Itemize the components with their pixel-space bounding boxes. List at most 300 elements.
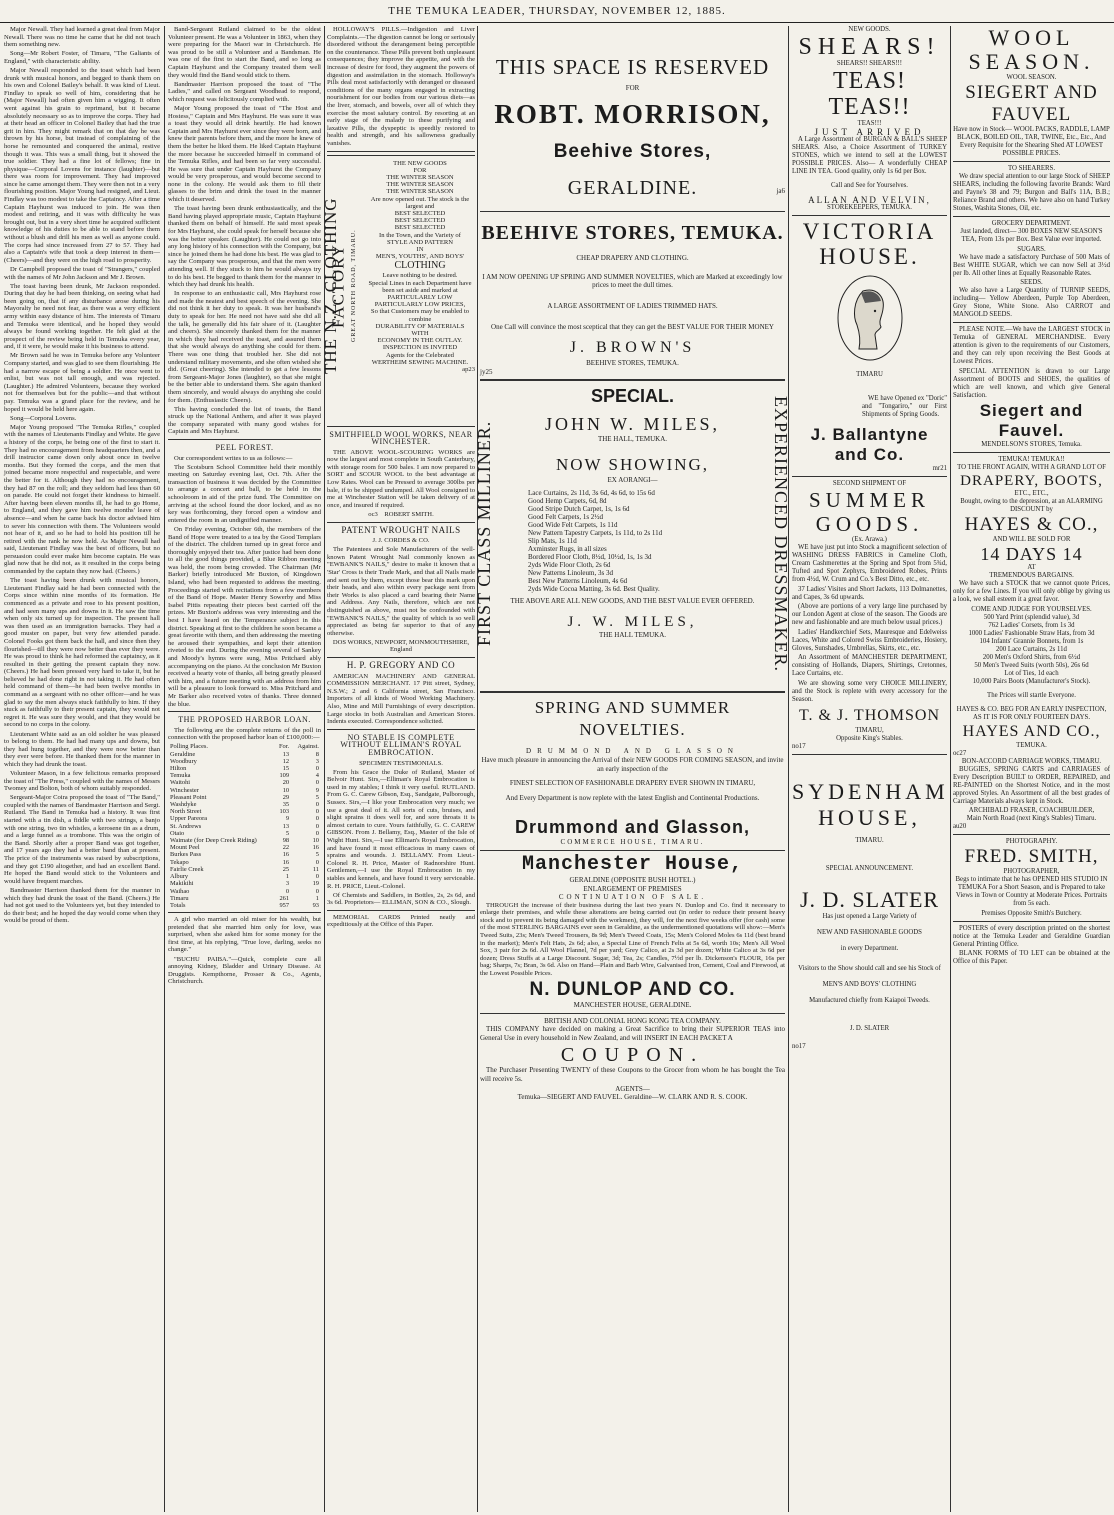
- miles-item: Lace Curtains, 2s 11d, 3s 6d, 4s 6d, to 15s 6d: [528, 488, 655, 497]
- slater-text: Manufactured chiefly from Kaiapoi Tweeds.: [809, 997, 930, 1004]
- article-paragraph: The following are the complete returns of the poll in connection with the proposed harbor loan of £100,000:—: [168, 726, 321, 742]
- posters-text: POSTERS of every description printed on the shortest notice at the Temuka Leader and Geraldine Guardian General Printing Office.: [953, 924, 1110, 948]
- nz-line: STYLE AND PATTERN: [386, 238, 454, 246]
- poll-row: [168, 895, 321, 902]
- miles-item: New Patterns Linoleum, 3s 3d: [528, 568, 613, 577]
- geraldine-title: GERALDINE.: [567, 176, 698, 199]
- divider: [792, 754, 947, 755]
- nz-clothing-vertical-title: THE N.Z. CLOTHING FACTORY: [321, 197, 348, 374]
- nz-line: So that Customers may be enabled to combine: [370, 308, 470, 323]
- divider: [953, 322, 1110, 323]
- poll-for: 103: [279, 808, 290, 816]
- nz-line: INSPECTION IS INVITED: [382, 344, 458, 352]
- boots-text: SPECIAL ATTENTION is drawn to our Large Assortment of BOOTS and SHOES, the qualities of which are well known, and which give General Satisfaction.: [953, 367, 1110, 399]
- reserved-for: FOR: [625, 84, 640, 92]
- vh-timaru: TIMARU: [856, 371, 883, 378]
- divider: [327, 729, 475, 730]
- poll-against: 9: [315, 786, 319, 794]
- spring-title: SPRING AND SUMMER NOVELTIES.: [534, 698, 731, 740]
- dg-name: Drummond and Glasson,: [514, 817, 751, 838]
- tremendous-line: TREMENDOUS BARGAINS.: [989, 572, 1074, 579]
- poll-for: 3: [285, 880, 290, 888]
- nz-line: THE WINTER SEASON: [386, 188, 454, 196]
- dg-line: DRUMMOND AND GLASSON: [526, 747, 739, 756]
- article-paragraph: The toast having been drunk with musical honors, Lieutenant Findlay said he had been connected with the Corps since within nine months of its formation. He commenced as a private and rose to his present position, and had seen many ups and downs in it. He saw the time when only six turned up for inspection. The present hall was then used as an immigration barracks. They had a good muster on paper, but very few attended parade. Colonel Fooks got them back the hall, and since then they flourished—till they were now better than ever they were. He was proud to think he had reformed the captaincy, as it resulted in their getting the present captain they now. (Cheers.) He had been pressed very hard to take it, but he believed he had done right in not taking it. He had often held command of them—he had been twelve months in command as a sergeant with no other officer—and he was glad to say the men always stuck faithfully to him. If they stuck as faithfully to their present captain, they would not regret it. He was sure they would, and that they would be second to no corps in the colony.: [4, 577, 160, 729]
- sg-text: WE have just put into Stock a magnificent selection of WASHING DRESS FABRICS in Cameline Cloth, Cream Cashmerettes at the Spring and Spot from 5¾d, Tufted and Spot Zephyrs, Embroidered Robes, Prints from 4½d, W. Crum and Co.'s Best Ditto, etc., etc.: [792, 544, 947, 583]
- nz-line: FOR: [413, 166, 427, 174]
- article-paragraph: "BUCHU PAIBA."—Quick, complete cure all annoying Kidney, Bladder and Urinary Disease. At Druggists. Kempthorne, Prosser & Co., Agents, Christchurch.: [168, 955, 321, 986]
- divider: [480, 850, 785, 851]
- spacer: [480, 26, 785, 56]
- poll-row: [168, 823, 321, 830]
- poll-for: 109: [279, 772, 290, 780]
- vertical-dressmaker: EXPERIENCED DRESSMAKER.: [771, 395, 791, 672]
- poll-place: Pleasant Point: [170, 793, 207, 801]
- poll-for: 13: [282, 822, 290, 830]
- stock-text: We have such a STOCK that we cannot quote Prices, only for a few Lines. If you will only oblige by giving us a look, we shall esteem it a great favor.: [953, 580, 1110, 603]
- ad-code: ja6: [776, 186, 785, 195]
- section-heading: THE PROPOSED HARBOR LOAN.: [178, 715, 311, 725]
- nz-line: MEN'S, YOUTHS', AND BOYS': [375, 253, 465, 261]
- poll-for: 5: [285, 829, 290, 837]
- sydenham-title: SYDENHAM HOUSE,: [792, 779, 949, 830]
- article-paragraph: In response to an enthusiastic call, Mrs Hayhurst rose and made the neatest and best speech of the evening. She did not think it her duty to speak. It was her husband's duty to speak for her. He need not have said she did all the talk, he generally did his fair share of it. (Laughter and cheers). She sincerely thanked them for the manner in which they had received the toast, and assured them that she would always do anything she could for them. There was one thing that troubled her. She did not understand military movements, and she often wished she did. (Great cheering). She intended to get a few lessons from Sergeant-Major Jones (laughter), so that she might be the better able to understand them. She again thanked them sincerely, and would always do anything she could for them. (Enthusiastic Cheers).: [168, 290, 321, 404]
- etc-line: ETC., ETC.,: [1014, 490, 1049, 497]
- poll-row: [168, 808, 321, 815]
- sf2-title: Siegert and Fauvel.: [979, 401, 1084, 440]
- divider: [480, 211, 785, 212]
- slater-text: Has just opened a Large Variety of: [822, 913, 917, 920]
- slater-text: in every Department.: [840, 945, 899, 952]
- column-6: [953, 26, 1110, 1510]
- divider: [168, 439, 321, 440]
- article-paragraph: Song—Mr Robert Foster, of Timaru, "The Galiants of England," with characteristic ability.: [4, 50, 160, 65]
- just-text: A Large Assortment of BURGAN & BALL'S SHEEP SHEARS. Also, a Choice Assortment of TURKEY STONES, which we intend to sell at the LOWEST POSSIBLE PRICES. Also— A wonderfully CHEAP LINE IN TEA. Good quality, only 1s 6d per Box.: [792, 136, 947, 175]
- sg-text: We are showing some very CHOICE MILLINERY, and the Stock is replete with every accessory for the Season.: [792, 679, 947, 703]
- ad-code: oc27: [953, 749, 967, 757]
- poll-place: Winchester: [170, 786, 199, 794]
- dunlop-sub: MANCHESTER HOUSE, GERALDINE.: [573, 1001, 692, 1010]
- carriage-heading: BON-ACCORD CARRIAGE WORKS, TIMARU.: [961, 757, 1102, 765]
- hayes-item: Lot of Ties, 1d each: [1004, 669, 1059, 677]
- poll-total-against: 93: [312, 901, 319, 909]
- article-paragraph: Band-Sergeant Rutland claimed to be the oldest Volunteer present. He was a Volunteer in 1863, when they were preparing for the Maori war in Christchurch. He was proud to be still a Volunteer and a Bandsman. He was one of the first to start the Band, and so long as Captain Hayhurst and the Company treated them well they would find the Band would stick to them.: [168, 26, 321, 79]
- hayes-items: [953, 614, 1110, 686]
- hayes-item: 500 Yard Print (splendid value), 3d: [983, 613, 1080, 621]
- poll-place: Albury: [170, 873, 189, 881]
- nz-clothing-address: GREAT NORTH ROAD, TIMARU.: [351, 229, 357, 342]
- poll-against: 5: [315, 851, 319, 859]
- miles-sign: J. W. MILES,: [567, 614, 698, 631]
- coupon-title: COUPON.: [560, 1044, 705, 1066]
- article-paragraph: On Friday evening, October 6th, the members of the Band of Hope were treated to a tea by the Good Templars of the district. The children turned up in great force and thoroughly enjoyed their tea. After justice had been done to all the good things provided, a Blue Ribbon meeting was held, the room being crowded. The Chairman (Mr Barker) briefly introduced Mr Buxton, of Kingdown Island, who had been requested to address the meeting. Proceedings started with recitations from a few members of the Band of Hope. Master Henry Sowerby and Miss Isabel Pittis repeating their pieces best carried off the prizes. Mr Buxton's address was very interesting and the best I have heard on the Temperance subject in this district. Speaking at first to the children he soon became a great favorite with them, and then addressing the meeting he aroused their sympathies, and kept their attention riveted to the end. During the evening several of Sankey and Moody's hymns were sung, Miss Pritchard ably accompanying on the piano. At the conclusion Mr Buxton received a hearty vote of thanks, all being greatly pleased with him, and a future meeting with an address from him will be a pleasure to look forward to. Miss Pritchard and Mr Barker also received votes of thanks. Three donned the blue.: [168, 525, 321, 708]
- poll-header-row: [168, 743, 321, 750]
- poll-place: Tekapo: [170, 858, 189, 866]
- nz-clothing-body: [365, 160, 475, 374]
- poll-for: 0: [285, 887, 290, 895]
- miles-item: New Pattern Tapestry Carpets, 1s 11d, to 2s 11d: [528, 528, 663, 537]
- fraser-line: ARCHIBALD FRASER, COACHBUILDER,: [968, 807, 1095, 814]
- smithfield-heading: SMITHFIELD WOOL WORKS, NEAR WINCHESTER.: [329, 429, 473, 447]
- poll-against: 0: [315, 808, 319, 816]
- sf-title: SIEGERT AND FAUVEL: [965, 82, 1098, 125]
- ad-code: oc3: [368, 510, 378, 518]
- poll-place: Waihao: [170, 887, 190, 895]
- article-paragraph: Bandmaster Harrison proposed the toast of "The Ladies," and called on Sergeant Woodhead to respond, which request was felicitously complied with.: [168, 80, 321, 103]
- nails-ad: The Patentees and Sole Manufacturers of the well-known Patent Wrought Nail commonly known as "EWBANK'S NAILS," desire to make it known that a 'Star' Cross is their Trade Mark, and that all Nails made and sent out by them, except those bear this mark upon their heads, and also within every package sent from their Works is also placed a card bearing their Name and Address. Any Nails, therefore, which are not distinguished as above, must not be confounded with "EWBANK'S NAILS," the quality of which is so well appreciated as being far superior to that of any otherwise.: [327, 546, 475, 637]
- poll-for: 15: [282, 765, 290, 773]
- nz-line: THE NEW GOODS: [393, 159, 447, 167]
- poll-place: Burkes Pass: [170, 851, 202, 859]
- poll-place: St. Andrews: [170, 822, 202, 830]
- divider: [953, 834, 1110, 835]
- front-line: TO THE FRONT AGAIN, WITH A GRAND LOT OF: [957, 464, 1106, 471]
- fraser-addr: Main North Road (next King's Stables) Timaru.: [966, 815, 1097, 822]
- sg-text: 37 Ladies' Visites and Short Jackets, 113 Dolmanettes, and Capes, 3s 6d upwards.: [792, 585, 947, 601]
- poll-place: Temuka: [170, 772, 191, 780]
- divider: [480, 1013, 785, 1014]
- seeds-heading: SEEDS.: [1020, 279, 1043, 286]
- ad-code: no17: [792, 743, 806, 750]
- poll-place: Geraldine: [170, 750, 196, 758]
- carriage-text: BUGGIES, SPRING CARTS and CARRIAGES of Every Description BUILT to ORDER, REPAIRED, and RE-PAINTED on the Shortest Notice, and in the most approved Styles. An Assortment of all the best grades of Carriage Materials always kept in Stock.: [953, 765, 1110, 805]
- poll-row: [168, 837, 321, 844]
- beehive-title: Beehive Stores,: [553, 140, 712, 162]
- bs-sign: J. BROWN'S: [569, 339, 696, 357]
- poll-row: [168, 859, 321, 866]
- mh-text: THROUGH the increase of their business during the last two years N. Dunlop and Co. find it necessary to enlarge their premises, and while these alterations are being carried out (in order to reduce their present heavy stock and to prevent its being damaged with the workmen), they will, for the next five weeks offer (for cash) some of the most STERLING BARGAINS ever seen in Geraldine, as the undermentioned quotations will show:—Men's Tweed Suits, 23s; Men's Tweed Trousers, 8s 9d; Men's Tweed Coats, 15s; Men's Colored Moles 6s 11d (best brand in the market); Men's Felt Hats, 2s 6d; also, a Special Line of French Felts at 5s 6d, worth 10s; Men's All Wool Sox, 3 pair for 2s 6d. All Wool Flannel, 7d per yard; Grey Calico, at 2s 3d per dozen; White Calico at 3s 6d per dozen; Dress Stuffs at a Large Discount. Sugar, 3d; Tea, 2s; Candles, 7½d per lb. Dickenson's FLOUR, 16s per bag; Sharps, 7s; Bran, 3s 6d. Also on Hand—Plain and Barb Wire, Galvanised Iron, Cement, Coal and Firewood, at the Lowest Possible Prices.: [480, 901, 785, 978]
- temuka-heading: TEMUKA! TEMUKA!!: [998, 456, 1065, 463]
- poll-place: Otaio: [170, 829, 185, 837]
- bs-text: One Call will convince the most sceptical that they can get the BEST VALUE FOR THEIR MONEY: [491, 322, 774, 331]
- nz-line: Are now opened out. The stock is the largest and: [370, 195, 470, 210]
- column-3: [321, 26, 475, 1510]
- article-paragraph: Major Young proposed "The Temuka Rifles," coupled with the names of Lieutenants Findlay and White. He gave a history of the corps, he being one of the first to start it. They had no encouragement from headquarters then, and a drill instructor came down only about once in twelve months. But they formed the corps, and the men that joined became more respectful and respectable, and were the better for it. Although they had no encouragement, they had 87 on the roll; and they seldom had less than 60 on parade. He could not forget their kindness to himself. After having been eleven months ill, he had to go Home, to England, and they gave him twelve months' leave of absence—and when he came back his doctor advised him to sever his connection with them. The Volunteers would not hear of it, and so he had to hold his position till he retired with the rank he now held. As Major Newall had said, Lieutenant Findlay was the best of officers, but no persuasion could ever make him become captain. He was glad now that he did not, as it resulted in the corps being commanded by the captain they now had. (Cheers.): [4, 423, 160, 576]
- nz-line: THE WINTER SEASON: [386, 173, 454, 181]
- slater-text: NEW AND FASHIONABLE GOODS: [817, 929, 922, 936]
- article-paragraph: Volunteer Mason, in a few felicitous remarks proposed the toast of "The Press," coupled with the names of Messrs Twomey and Bolton, both of whom suitably responded.: [4, 770, 160, 793]
- poll-place: Waitohi: [170, 779, 191, 787]
- article-paragraph: Major Young proposed the toast of "The Host and Hostess," Captain and Mrs Hayhurst. He was sure it was a toast they would all drink heartily. He had known Captain and Mrs Hayhurst ever since they were born, and knew their parents before them, and the more he knew of them the better he liked them. He liked Captain Hayhurst the more because he succeeded himself in command of the Temuka Rifles, and had been so far very successful. He was sure that under Captain Hayhurst the Company would be very prosperous, and would become second to none in the colony. He would ask them to fill their glasses to the brim and drink the toast in the manner which it deserved.: [168, 104, 321, 204]
- poll-row: [168, 787, 321, 794]
- column-rule: [788, 26, 789, 1512]
- signature: ROBERT SMITH.: [384, 510, 434, 518]
- poll-against: 10: [312, 837, 319, 845]
- just-arrived: JUST ARRIVED: [814, 127, 925, 137]
- nz-line: IN: [416, 245, 424, 253]
- poll-for: 22: [282, 844, 290, 852]
- poll-row: [168, 794, 321, 801]
- teas-title: TEAS! TEAS!!: [828, 68, 911, 120]
- sg-text: (Above are portions of a very large line purchased by our London Agent at close of the season. The Goods are new and fashionable and are much below usual prices.): [792, 603, 947, 626]
- ad-code: mr21: [932, 465, 947, 472]
- elliman-ad: From his Grace the Duke of Rutland, Master of Belvoir Hunt. Sirs,—Elliman's Royal Embrocation is used in my stables; I think it very useful. RUTLAND. From G. C. Carew Gibson, Esq., Sandgate, Pulborough, Sussex. Sirs,—I like your Embrocation very much; we use a great deal of it. All sorts of cuts, bruises, and slight sprains it does well for, and sore throats it is almost certain to cure. Yours faithfully, G. C. CAREW GIBSON. From J. Bellamy, Esq., Master of the Isle of Wight Hunt. Sirs,—I use Elliman's Royal Embrocation, and have found it most efficacious in many cases of sprains and wounds. J. BELLAMY. From Lieut.-Colonel R. H. Price, Master of Radnorshire Hunt. Gentlemen,—I use the Royal Embrocation in my stables and kennels, and have found it very serviceable. R. H. PRICE, Lieut.-Colonel.: [327, 768, 475, 890]
- miles-items: [528, 489, 737, 593]
- nz-line: Special Lines in each Department have been set aside and marked at: [368, 279, 472, 294]
- divider: [953, 161, 1110, 162]
- smithfield-ad: THE ABOVE WOOL-SCOURING WORKS are now the largest and most complete in South Canterbury, with storage room for 500 bales. I am now prepared to SORT and SCOUR WOOL to the best advantage at Low Rates. Wool can be Pressed to average 300lbs per bale, if to be shipped undumped. All Wool consigned to me at Winchester Station will be taken delivery of at once, and insured if required.: [327, 448, 475, 509]
- thomson-sub: TIMARU,: [855, 727, 884, 734]
- poll-against: 0: [315, 801, 319, 809]
- bs-text: A LARGE ASSORTMENT OF LADIES TRIMMED HATS.: [547, 301, 718, 310]
- nz-line: WERTHEIM SEWING MACHINE.: [371, 358, 469, 366]
- smith-title: FRED. SMITH,: [964, 846, 1099, 867]
- ballantyne-title: J. Ballantyne and Co.: [810, 425, 929, 464]
- divider: [168, 912, 321, 913]
- hayes-item: 10,000 Pairs Boots (Manufacturer's Stock).: [972, 677, 1091, 685]
- poll-header: Against.: [297, 743, 319, 751]
- gregory-heading: H. P. GREGORY AND CO: [346, 660, 456, 671]
- article-paragraph: Song—Corporal Lovens.: [10, 414, 77, 422]
- photo-heading: PHOTOGRAPHY.: [1005, 838, 1058, 845]
- divider: [168, 711, 321, 712]
- column-rule: [164, 26, 165, 1512]
- poll-against: 0: [315, 887, 319, 895]
- summer-title: SUMMER GOODS.: [808, 488, 931, 536]
- poll-against: 8: [315, 750, 319, 758]
- ad-code: no17: [792, 1043, 806, 1050]
- section-heading: PEEL FOREST.: [215, 442, 274, 452]
- dg-text: Have much pleasure in announcing the Arrival of their NEW GOODS FOR COMING SEASON, and invite an early inspection of the: [481, 755, 784, 773]
- poll-place: Timaru: [170, 894, 189, 902]
- sg-text: An Assortment of MANCHESTER DEPARTMENT, consisting of Hollands, Diapers, Shirtings, Cretonnes, Lace Curtains, etc.: [792, 654, 947, 677]
- shears-title: SHEARS!: [798, 34, 941, 60]
- tea-heading: BRITISH AND COLONIAL HONG KONG TEA COMPANY.: [544, 1016, 721, 1025]
- elliman-foot: Of Chemists and Saddlers, in Bottles, 2s, 2s 6d, and 3s 6d. Proprietors— ELLIMAN, SON & CO., Slough.: [327, 891, 475, 907]
- reserved-title: THIS SPACE IS RESERVED: [495, 55, 770, 79]
- nz-clothing-ad: [321, 155, 475, 427]
- bs-sign-sub: BEEHIVE STORES, TEMUKA.: [586, 359, 679, 368]
- dg-addr: COMMERCE HOUSE, TIMARU.: [560, 838, 705, 847]
- column-2: [168, 26, 321, 1510]
- thomson-title: T. & J. THOMSON: [798, 707, 941, 724]
- allan-title: ALLAN AND VELVIN,: [808, 195, 931, 205]
- article-paragraph: This having concluded the list of toasts, the Band struck up the National Anthem, and after it was played the company separated with many good wishes for Captain and Mrs Hayhurst.: [168, 405, 321, 436]
- poll-for: 16: [282, 858, 290, 866]
- divider: [953, 921, 1110, 922]
- poll-row: [168, 765, 321, 772]
- dg-text: And Every Department is now replete with the latest English and Continental Productions.: [505, 793, 760, 802]
- poll-place: Mount Peel: [170, 844, 200, 852]
- article-paragraph: Dr Campbell proposed the toast of "Strangers," coupled with the names of Mr John Jackson and Mr J. Brown.: [4, 265, 160, 281]
- nz-line: WITH: [411, 329, 429, 337]
- poll-row: [168, 844, 321, 851]
- column-1: [4, 26, 160, 1510]
- memorial-ad: MEMORIAL CARDS Printed neatly and expeditiously at the Office of this Paper.: [327, 913, 475, 929]
- poll-place: Washdyke: [170, 801, 197, 809]
- poll-for: 35: [282, 801, 290, 809]
- nz-line: PARTICULARLY LOW PRICES,: [374, 301, 466, 309]
- divider: [953, 216, 1110, 217]
- sg-text: Ladies' Handkerchief Sets, Mauresque and Edelweiss Laces, White and Colored Swiss Embroideries, Hosiery, Gloves, Sunshades, Umbrellas, Skirts, etc., etc.: [792, 628, 947, 652]
- nails-by: J. J. CORDES & CO.: [372, 537, 430, 545]
- poll-place: Fairlie Creek: [170, 865, 204, 873]
- shearers-text: We draw special attention to our large Stock of SHEEP SHEARS, including the following favorite Brands: Ward and Payne's 38 and 79; Burgon and Ball's 11A, B.B.; Reliance Brand and others. We have also on hand Turkey Stones, Washita Stones, Oil, etc.: [953, 173, 1110, 212]
- divider: [327, 657, 475, 658]
- tea-text: The Purchaser Presenting TWENTY of these Coupons to the Grocer from whom he has bought the Tea will receive 5s.: [480, 1066, 785, 1083]
- poll-row: [168, 888, 321, 895]
- poll-against: 16: [312, 844, 319, 852]
- sf2-sub: MENDELSON'S STORES, Temuka.: [981, 441, 1082, 448]
- new-goods: NEW GOODS.: [848, 26, 891, 33]
- miles-item: Best New Patterns Linoleum, 4s 6d: [528, 576, 628, 585]
- gregory-ad: AMERICAN MACHINERY AND GENERAL COMMISSION MERCHANT. 17 Pitt street, Sydney, N.S.W.; 2 and 6 California street, San Francisco. Importers of all kinds of Wood Working Machinery. Also, Mine and Mill Furnishings of every description. Large stocks in both Australian and American Stores. Indents executed. Correspondence solicited.: [327, 672, 475, 726]
- miles-name: JOHN W. MILES,: [544, 414, 720, 435]
- poll-against: 0: [315, 829, 319, 837]
- tea-text: THIS COMPANY have decided on making a Great Sacrifice to bring their SUPERIOR TEAS into General Use in every household in New Zealand, and will INSERT IN EACH PACKET A: [480, 1025, 785, 1042]
- bs-sub: CHEAP DRAPERY AND CLOTHING.: [576, 254, 689, 263]
- slater-sign: J. D. SLATER: [849, 1025, 890, 1032]
- poll-place: Waimate (for Deep Creek Riding): [170, 837, 257, 845]
- hayes-item: 200 Lace Curtains, 2s 11d: [996, 645, 1067, 653]
- manchester-title: Manchester House,: [521, 852, 744, 876]
- poll-against: 11: [312, 865, 319, 873]
- miles-item: Good Hemp Carpets, 6d, 8d: [528, 496, 607, 505]
- poll-total-label: Totals: [170, 901, 186, 909]
- sugars-text: We have made a satisfactory Purchase of 500 Mats of Best WHITE SUGAR, which we can now Sell at 3½d per lb. All other lines at Equally Reasonable Rates.: [953, 253, 1110, 277]
- beehive-stores-title: BEEHIVE STORES, TEMUKA.: [481, 222, 784, 245]
- queen-cameo-image: [835, 273, 905, 363]
- days-title: 14 DAYS 14: [980, 544, 1083, 564]
- miles-item: 2yds Wide Cocoa Matting, 3s 6d. Best Quality.: [528, 584, 660, 593]
- ex-arawa: (Ex. Arawa.): [852, 536, 887, 543]
- poll-row: [168, 758, 321, 765]
- miles-item: Axminster Rugs, in all sizes: [528, 544, 607, 553]
- miles-sub: THE HALL, TEMUKA.: [597, 435, 668, 444]
- poll-for: 10: [282, 786, 290, 794]
- nails-sign: DOS WORKS, NEWPORT, MONMOUTHSHIRE, England: [332, 638, 470, 654]
- nz-line: In the Town, and the Variety of: [379, 231, 461, 239]
- hayes-item: 50 Men's Tweed Suits (worth 50s), 26s 6d: [974, 661, 1089, 669]
- poll-against: 0: [315, 858, 319, 866]
- poll-for: 20: [282, 779, 290, 787]
- article-paragraph: Bandmaster Harrison thanked them for the manner in which they had drunk the toast of the Band. (Cheers.) He had not got used to the Volunteers yet, but they intended to do their best; and he hoped the day would come when they would be proud of them.: [4, 886, 160, 925]
- sf-text: Have now in Stock— WOOL PACKS, RADDLE, LAMP BLACK, BOILED OIL, TAR, TWINE, Etc., Etc., And Every Requisite for the Shearing Shed AT LOWEST POSSIBLE PRICES.: [953, 126, 1110, 157]
- bought-line: Bought, owing to the depression, at an ALARMING DISCOUNT by: [960, 498, 1103, 513]
- sold-line: AND WILL BE SOLD FOR: [992, 536, 1071, 543]
- allan-sub: STOREKEEPERS, TEMUKA.: [827, 204, 912, 211]
- dg-text: FINEST SELECTION OF FASHIONABLE DRAPERY EVER SHOWN IN TIMARU,: [509, 779, 756, 788]
- poll-against: 0: [315, 779, 319, 787]
- poll-row: [168, 830, 321, 837]
- divider: [327, 151, 475, 152]
- poll-row: [168, 880, 321, 887]
- startle-line: The Prices will startle Everyone.: [987, 691, 1076, 699]
- mh-sub: GERALDINE (OPPOSITE BUSH HOTEL.): [569, 875, 696, 884]
- bs-text: I AM NOW OPENING UP SPRING AND SUMMER NOVELTIES, which are Marked at exceedingly low prices to meet the dull times.: [482, 272, 783, 290]
- poll-header: Polling Places.: [170, 743, 208, 751]
- agents-heading: AGENTS—: [615, 1084, 650, 1093]
- elliman-heading: NO STABLE IS COMPLETE WITHOUT ELLIMAN'S ROYAL EMBROCATION.: [340, 732, 462, 757]
- agents-list: Temuka—SIEGERT AND FAUVEL. Geraldine—W. CLARK AND R. S. COOK.: [517, 1093, 748, 1102]
- poll-against: 19: [312, 880, 319, 888]
- morrison-title: ROBT. MORRISON,: [494, 98, 771, 129]
- slater-text: Visitors to the Show should call and see his Stock of: [798, 965, 941, 972]
- poll-row: [168, 751, 321, 758]
- at-line: AT: [1027, 564, 1036, 571]
- poll-against: 4: [315, 772, 319, 780]
- teas-sub: TEAS!!!: [857, 120, 882, 127]
- poll-for: 9: [285, 815, 290, 823]
- nz-line: Agents for the Celebrated: [386, 351, 454, 359]
- special-title: SPECIAL.: [590, 386, 674, 407]
- poll-for: 261: [279, 894, 290, 902]
- hayes-title: HAYES & CO.,: [964, 514, 1099, 535]
- poll-against: 0: [315, 815, 319, 823]
- vertical-milliner: FIRST CLASS MILLINER.: [474, 421, 494, 647]
- holloway-ad: HOLLOWAY'S PILLS.—Indigestion and Liver Complaints.—The digestion cannot be long or seriously disordered without the derangement being perceptible on the countenance. These Pills prevent both unpleasant consequences; they improve the appetite, and with the increase of desire for food, they augment the powers of digestion and assimilation in the stomach. Holloway's Pills deal most satisfactorily with deranged or diseased conditions of the many organs engaged in extracting nourishment for our bodies from our various diets—as the liver, stomach, and bowels, over all of which they exercise the most salutary control. By resorting at an early stage of the malady to these purifying and laxative Pills, the dyspeptic is speedily restored to health and strength, and his sallowness gradually vanishes.: [327, 26, 475, 147]
- vh-text: WE have Opened ex "Doric" and "Tongariro," our First Shipments of Spring Goods.: [862, 395, 947, 418]
- miles-item: 2yds Wide Floor Cloth, 2s 6d: [528, 560, 611, 569]
- article-paragraph: The Scotsburn School Committee held their monthly meeting on Saturday evening last, Oct. 7th. After the transaction of business it was decided by the Committee to arrange a concert and ball, to be held in the schoolroom in aid of the prize fund. The Committee on arriving at the school found the door locked, and as no key was forthcoming, they forced open a window and entered the room in an undignified manner.: [168, 463, 321, 524]
- poll-total-row: [168, 902, 321, 909]
- victoria-title: VICTORIA HOUSE.: [802, 219, 937, 269]
- miles-item: Good Felt Carpets, 1s 2½d: [528, 512, 604, 521]
- ex-line: EX AORANGI—: [607, 475, 658, 484]
- article-paragraph: The toast having been drunk enthusiastically, and the Band having played appropriate music, Captain Hayhurst thanked them on behalf of himself. He said most speak for Mrs Hayhurst, she could speak for herself because she was the better speaker. (Laughter). He could not go into any long history of his connection with the Company, but since he joined them he had done his best. He was glad to say the Company was prosperous, and that the men were attending well. If they stuck to him he would always try to do his best. He begged to thank them for the manner in which they had drunk his health.: [168, 205, 321, 289]
- come-line: COME AND JUDGE FOR YOURSELVES.: [971, 605, 1092, 613]
- smith-sub: PHOTOGRAPHER,: [1003, 868, 1060, 875]
- wool-title: WOOL SEASON.: [968, 25, 1095, 74]
- nz-line: PARTICULARLY LOW: [387, 293, 453, 301]
- poll-for: 1: [285, 873, 290, 881]
- article-paragraph: The toast having been drunk, Mr Jackson responded. During that day he had been thinking, on seeing what had been going on, that if any disturbance arose during his Mayoralty he need not fear, as there was a very efficient army within easy distance of him. The interests of Timaru and Temuka were identical, and he hoped they would always be found working together. He felt glad at the prospect of the review being held in Temuka every year, and, if it were, he would make it his business to attend.: [4, 282, 160, 351]
- divider: [327, 910, 475, 911]
- beg-line: HAYES & CO. BEG FOR AN EARLY INSPECTION, AS IT IS FOR ONLY FOURTEEN DAYS.: [956, 705, 1107, 721]
- nails-heading: PATENT WROUGHT NAILS: [341, 524, 461, 535]
- poll-place: North Street: [170, 808, 202, 816]
- poll-for: 12: [282, 757, 290, 765]
- syd-sub: TIMARU.: [855, 837, 884, 844]
- poll-row: [168, 873, 321, 880]
- grocery-heading: GROCERY DEPARTMENT.: [991, 220, 1072, 227]
- poll-for: 13: [282, 750, 290, 758]
- poll-total-for: 957: [279, 901, 290, 909]
- shearers-heading: TO SHEARERS.: [1007, 165, 1056, 172]
- column-4: [474, 26, 791, 1510]
- poll-row: [168, 815, 321, 822]
- poll-row: [168, 801, 321, 808]
- miles-item: Slip Mats, 1s 11d: [528, 536, 577, 545]
- nz-line: BEST SELECTED: [394, 217, 446, 225]
- miles-note: THE ABOVE ARE ALL NEW GOODS, AND THE BEST VALUE EVER OFFERED.: [510, 596, 755, 605]
- article-paragraph: Major Newall. They had learned a great deal from Major Newall. There was no time he came that he did not teach them something new.: [4, 26, 161, 49]
- smithfield-sign: [327, 511, 475, 519]
- divider: [792, 215, 947, 216]
- call-line: Call and See for Yourselves.: [830, 182, 909, 189]
- masthead: THE TEMUKA LEADER, THURSDAY, NOVEMBER 12, 1885.: [0, 0, 1114, 23]
- divider: [953, 452, 1110, 453]
- poll-for: 16: [282, 851, 290, 859]
- column-5: [792, 26, 947, 1510]
- divider: [792, 476, 947, 477]
- poll-row: [168, 772, 321, 779]
- poll-for: 29: [282, 793, 290, 801]
- second-shipment: SECOND SHIPMENT OF: [832, 480, 907, 487]
- nz-line: BEST SELECTED: [394, 209, 446, 217]
- nz-line: Leave nothing to be desired.: [382, 272, 458, 280]
- poll-against: 3: [315, 757, 319, 765]
- article-paragraph: Mr Brown said he was in Temuka before any Volunteer Company started, and was glad to see them flourishing. He had a narrow escape of being a soldier. He once went to enlist, but was not tall enough, and was rejected. (Laughter.) He admired Volunteers, because they worked not for themselves but for the public—and that without pay. Temuka was a grand place for the review, and he hoped it would be held here again.: [4, 352, 160, 413]
- hayes-item: 762 Ladies' Corsets, from 1s 3d: [988, 621, 1075, 629]
- grocery-text: Just landed, direct— 300 BOXES NEW SEASON'S TEA, From 13s per Box. Best Value ever imported.: [960, 228, 1103, 243]
- article-paragraph: Lieutenant White said as an old soldier he was pleased to belong to them. He had had many ups and downs, but they had hung together, and they were now better than they ever were before. He thanked them for the manner in which they had drunk the toast.: [4, 730, 160, 768]
- nz-line: ECONOMY IN THE OUTLAY.: [377, 337, 463, 345]
- shears-sub: SHEARS!! SHEARS!!!: [836, 60, 903, 67]
- mh-enlargement: ENLARGEMENT OF PREMISES: [583, 884, 682, 893]
- poll-for: 25: [282, 865, 290, 873]
- miles-item: Bordered Floor Cloth, 8½d, 10½d, 1s, 1s 3d: [528, 552, 652, 561]
